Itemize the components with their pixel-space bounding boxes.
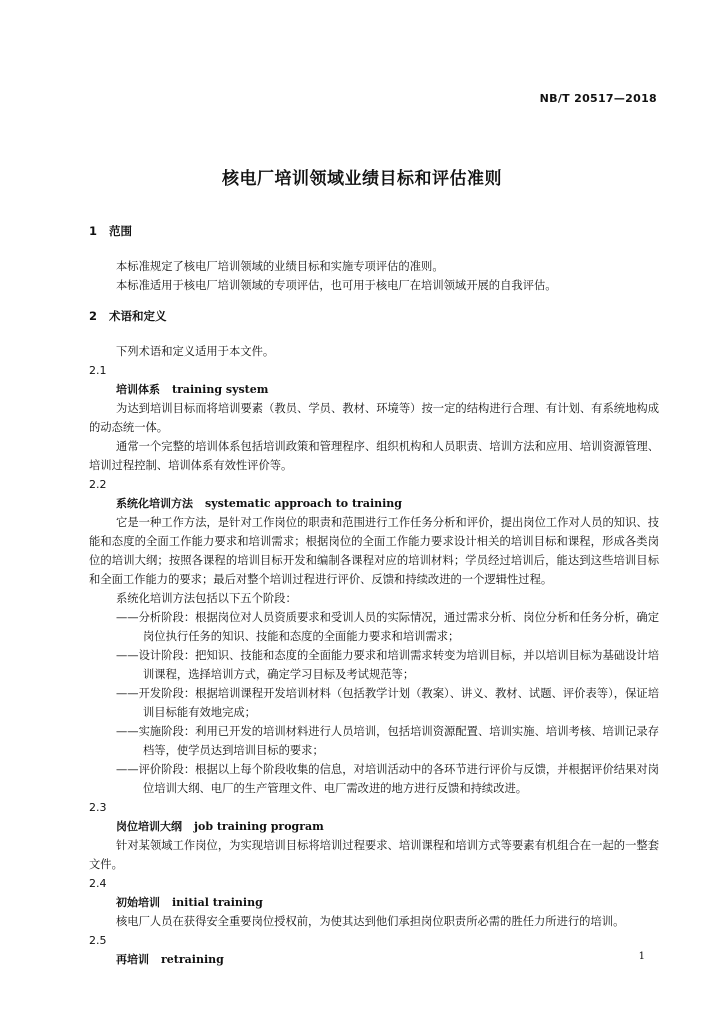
paragraph: 通常一个完整的培训体系包括培训政策和管理程序、组织机构和人员职责、培训方法和应用、培训资源管理、培训过程控制、培训体系有效性评价等。 <box>89 440 659 472</box>
term-number: 2.4 <box>89 877 107 890</box>
term-number: 2.2 <box>89 478 107 491</box>
term-heading <box>89 950 659 969</box>
term-en: initial training <box>172 896 263 909</box>
stage-item: ——设计阶段：把知识、技能和态度的全面能力要求和培训需求转变为培训目标，并以培训目标为基础设计培训课程，选择培训方式，确定学习目标及考试规范等； <box>116 649 659 681</box>
term-en: training system <box>172 383 269 396</box>
stage-item: ——分析阶段：根据岗位对人员资质要求和受训人员的实际情况，通过需求分析、岗位分析和任务分析，确定岗位执行任务的知识、技能和态度的全面能力要求和培训需求； <box>116 611 659 643</box>
paragraph: 本标准适用于核电厂培训领域的专项评估，也可用于核电厂在培训领域开展的自我评估。 <box>116 279 557 292</box>
stage-item: ——评价阶段：根据以上每个阶段收集的信息，对培训活动中的各环节进行评价与反馈，并根据评价结果对岗位培训大纲、电厂的生产管理文件、电厂需改进的地方进行反馈和持续改进。 <box>116 763 659 795</box>
term-zh: 初始培训 <box>116 896 160 909</box>
paragraph: 核电厂人员在获得安全重要岗位授权前，为使其达到他们承担岗位职责所必需的胜任力所进行的培训。 <box>116 915 625 928</box>
term-heading <box>89 494 659 513</box>
section-title: 术语和定义 <box>109 309 167 323</box>
stage-item: ——实施阶段：利用已开发的培训材料进行人员培训，包括培训资源配置、培训实施、培训考核、培训记录存档等，使学员达到培训目标的要求； <box>116 725 659 757</box>
term-en: retraining <box>161 953 224 966</box>
document-body <box>89 222 659 969</box>
document-title: 核电厂培训领域业绩目标和评估准则 <box>222 169 502 189</box>
term-number: 2.3 <box>89 801 107 814</box>
paragraph: 下列术语和定义适用于本文件。 <box>116 345 275 358</box>
section-number: 2 <box>89 309 98 323</box>
section-1-heading <box>89 222 659 241</box>
standard-code: NB/T 20517—2018 <box>539 92 657 105</box>
section-number: 1 <box>89 224 98 238</box>
term-en: job training program <box>194 820 324 833</box>
term-zh: 再培训 <box>116 953 149 966</box>
page-number: 1 <box>638 951 645 962</box>
term-number: 2.1 <box>89 364 107 377</box>
term-heading <box>89 817 659 836</box>
section-title: 范围 <box>109 224 132 238</box>
term-heading <box>89 893 659 912</box>
paragraph: 它是一种工作方法，是针对工作岗位的职责和范围进行工作任务分析和评价，提出岗位工作对人员的知识、技能和态度的全面工作能力要求和培训需求；根据岗位的全面工作能力要求设计相关的培训目标和课程，形成各类岗位的培训大纲；按照各课程的培训目标开发和编制各课程对应的培训材料；学员经过培训后，能达到这些培训目标和全面工作能力的要求；最后对整个培训过程进行评价、反馈和持续改进的一个逻辑性过程。 <box>89 516 659 586</box>
paragraph: 系统化培训方法包括以下五个阶段： <box>116 592 297 605</box>
term-zh: 岗位培训大纲 <box>116 820 182 833</box>
paragraph: 本标准规定了核电厂培训领域的业绩目标和实施专项评估的准则。 <box>116 260 444 273</box>
section-2-heading <box>89 307 659 326</box>
stage-item: ——开发阶段：根据培训课程开发培训材料（包括教学计划（教案）、讲义、教材、试题、评价表等），保证培训目标能有效地完成； <box>116 687 659 719</box>
term-heading <box>89 380 659 399</box>
paragraph: 为达到培训目标而将培训要素（教员、学员、教材、环境等）按一定的结构进行合理、有计划、有系统地构成的动态统一体。 <box>89 402 659 434</box>
term-zh: 培训体系 <box>116 383 160 396</box>
term-en: systematic approach to training <box>205 497 403 510</box>
term-number: 2.5 <box>89 934 107 947</box>
paragraph: 针对某领域工作岗位，为实现培训目标将培训过程要求、培训课程和培训方式等要素有机组合在一起的一整套文件。 <box>89 839 659 871</box>
term-zh: 系统化培训方法 <box>116 497 193 510</box>
